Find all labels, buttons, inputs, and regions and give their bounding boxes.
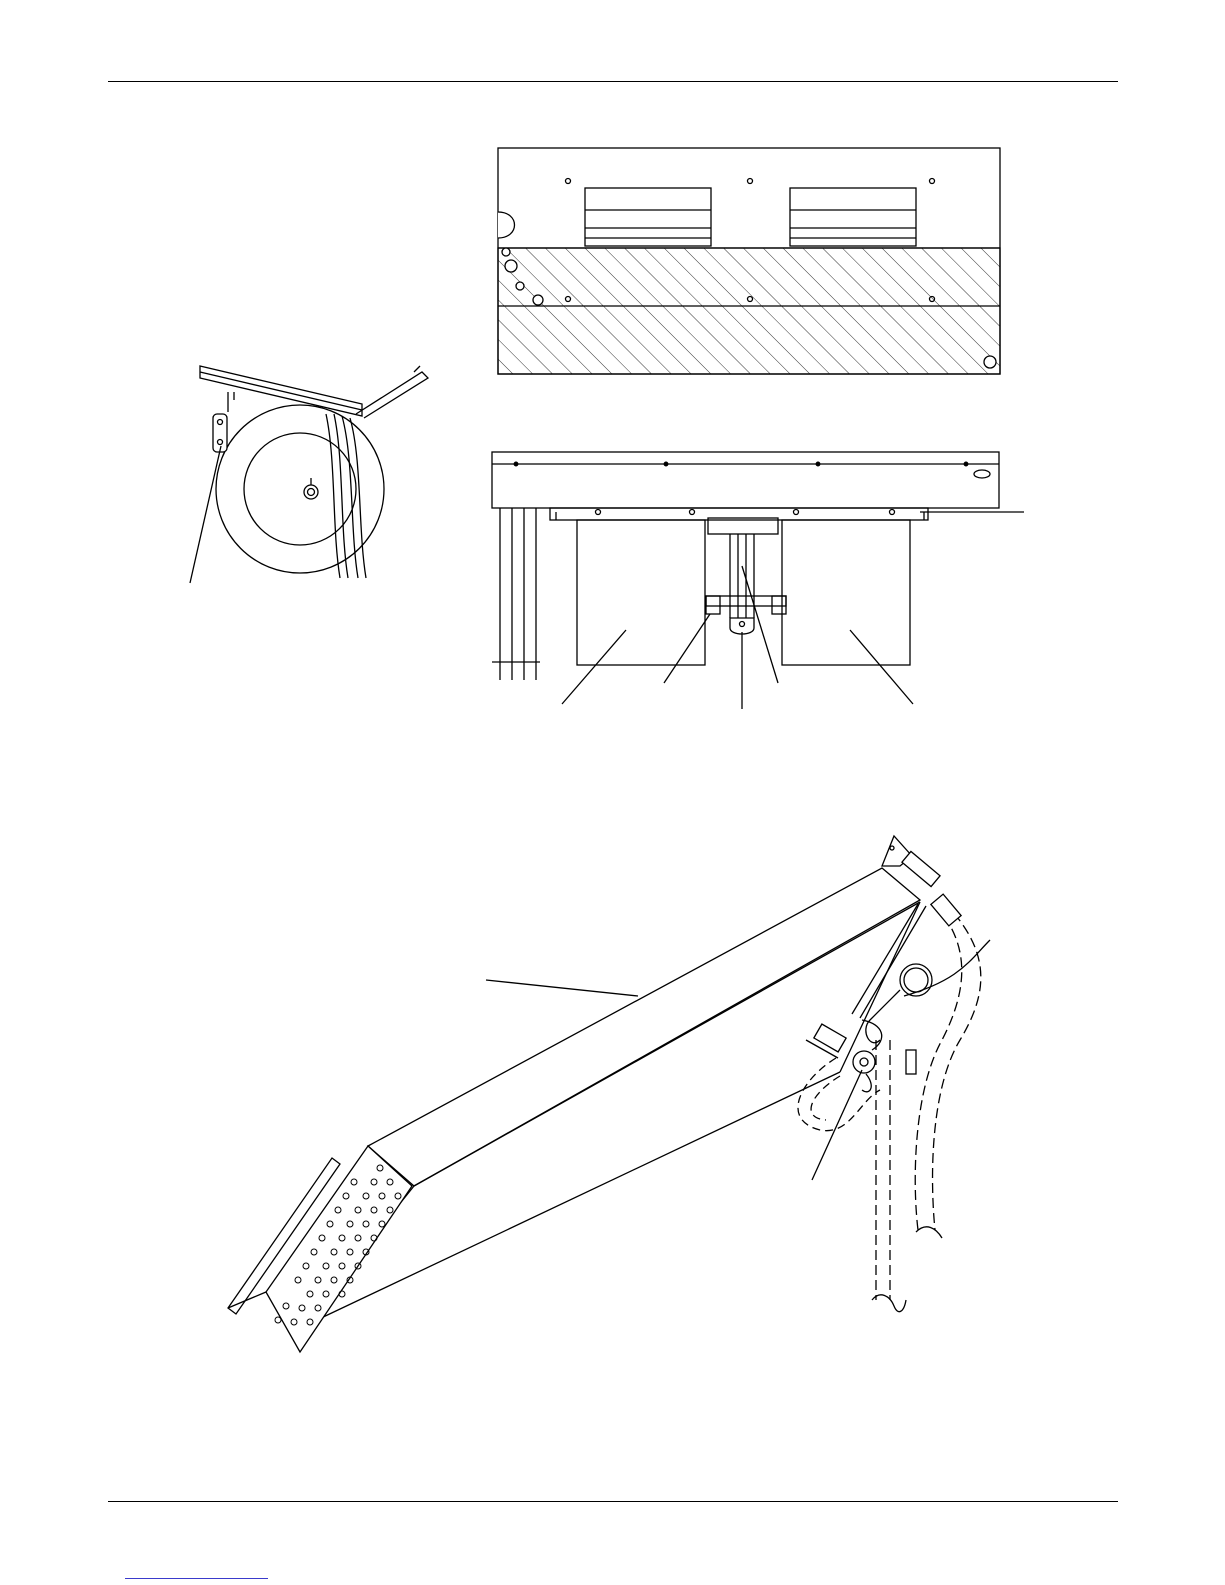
side-view-drawing <box>190 366 428 583</box>
hatched-panel-drawing <box>498 148 1000 374</box>
chute-assembly-drawing <box>228 836 990 1352</box>
front-view-drawing <box>492 452 1024 709</box>
